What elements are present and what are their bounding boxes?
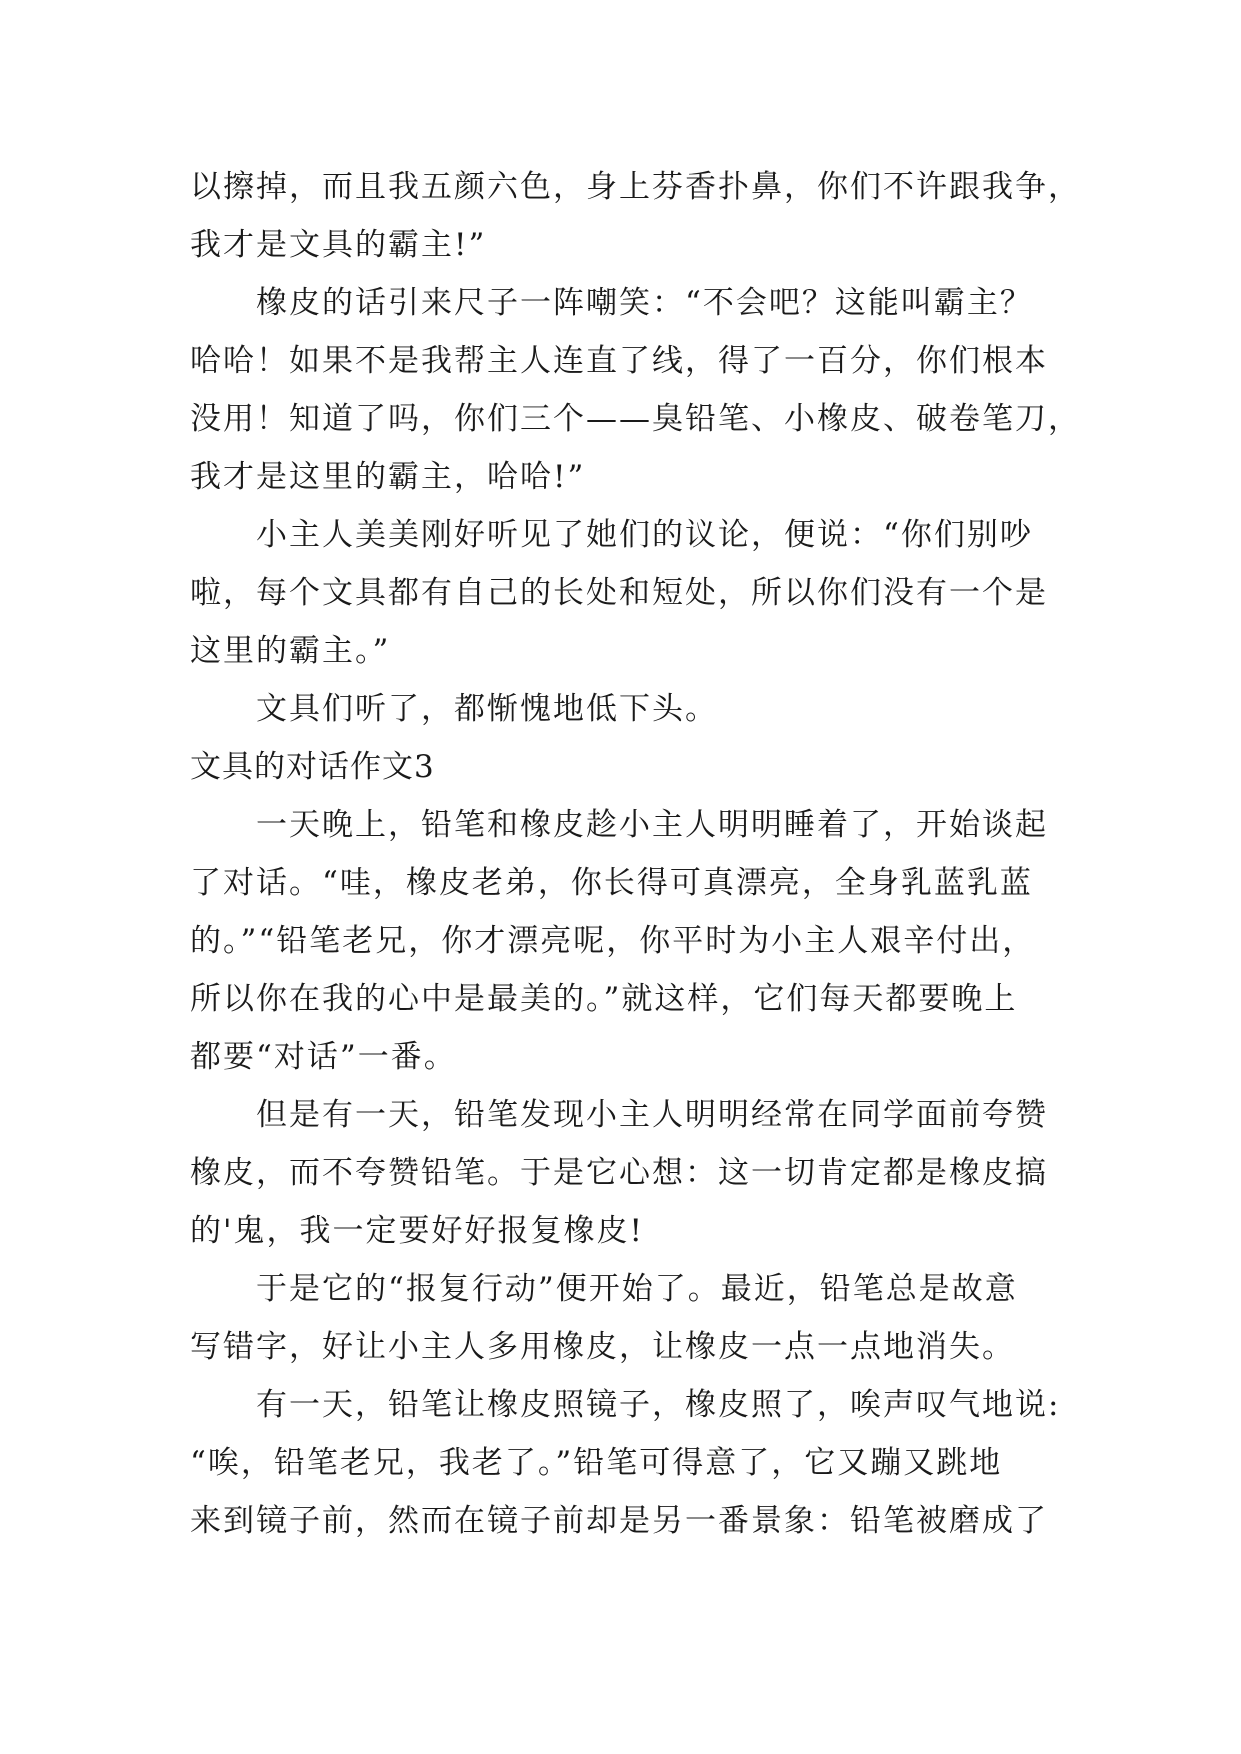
text-line: 没用！知道了吗，你们三个——臭铅笔、小橡皮、破卷笔刀， — [190, 401, 1081, 437]
text-line: 写错字，好让小主人多用橡皮，让橡皮一点一点地消失。 — [190, 1329, 1015, 1365]
text-line: 啦，每个文具都有自己的长处和短处，所以你们没有一个是 — [190, 575, 1048, 611]
text-line: 的'鬼，我一定要好好报复橡皮! — [190, 1213, 644, 1249]
text-line: 以擦掉，而且我五颜六色，身上芬香扑鼻，你们不许跟我争， — [190, 169, 1081, 205]
text-line: 小主人美美刚好听见了她们的议论，便说：“你们别吵 — [256, 517, 1033, 553]
section-heading: 文具的对话作文3 — [190, 749, 435, 785]
text-line: 于是它的“报复行动”便开始了。最近，铅笔总是故意 — [256, 1271, 1018, 1307]
text-line: 橡皮的话引来尺子一阵嘲笑：“不会吧？这能叫霸主？ — [256, 285, 1033, 321]
text-line: 有一天，铅笔让橡皮照镜子，橡皮照了，唉声叹气地说: — [256, 1387, 1061, 1423]
text-line: 这里的霸主。” — [190, 633, 391, 669]
text-line: 我才是文具的霸主!” — [190, 227, 487, 263]
text-line: 哈哈！如果不是我帮主人连直了线，得了一百分，你们根本 — [190, 343, 1048, 379]
text-line: “唉，铅笔老兄，我老了。”铅笔可得意了，它又蹦又跳地 — [190, 1445, 1003, 1481]
text-line: 都要“对话”一番。 — [190, 1039, 457, 1075]
text-line: 一天晚上，铅笔和橡皮趁小主人明明睡着了，开始谈起 — [256, 807, 1048, 843]
text-line: 我才是这里的霸主，哈哈!” — [190, 459, 586, 495]
text-line: 来到镜子前，然而在镜子前却是另一番景象：铅笔被磨成了 — [190, 1503, 1048, 1539]
text-line: 文具们听了，都惭愧地低下头。 — [256, 691, 718, 727]
text-line: 所以你在我的心中是最美的。”就这样，它们每天都要晚上 — [190, 981, 1018, 1017]
text-line: 橡皮，而不夸赞铅笔。于是它心想：这一切肯定都是橡皮搞 — [190, 1155, 1048, 1191]
text-line: 的。”“铅笔老兄，你才漂亮呢，你平时为小主人艰辛付出， — [190, 923, 1036, 959]
text-line: 了对话。“哇，橡皮老弟，你长得可真漂亮，全身乳蓝乳蓝 — [190, 865, 1033, 901]
text-line: 但是有一天，铅笔发现小主人明明经常在同学面前夸赞 — [256, 1097, 1048, 1133]
document-body — [190, 158, 1081, 1550]
